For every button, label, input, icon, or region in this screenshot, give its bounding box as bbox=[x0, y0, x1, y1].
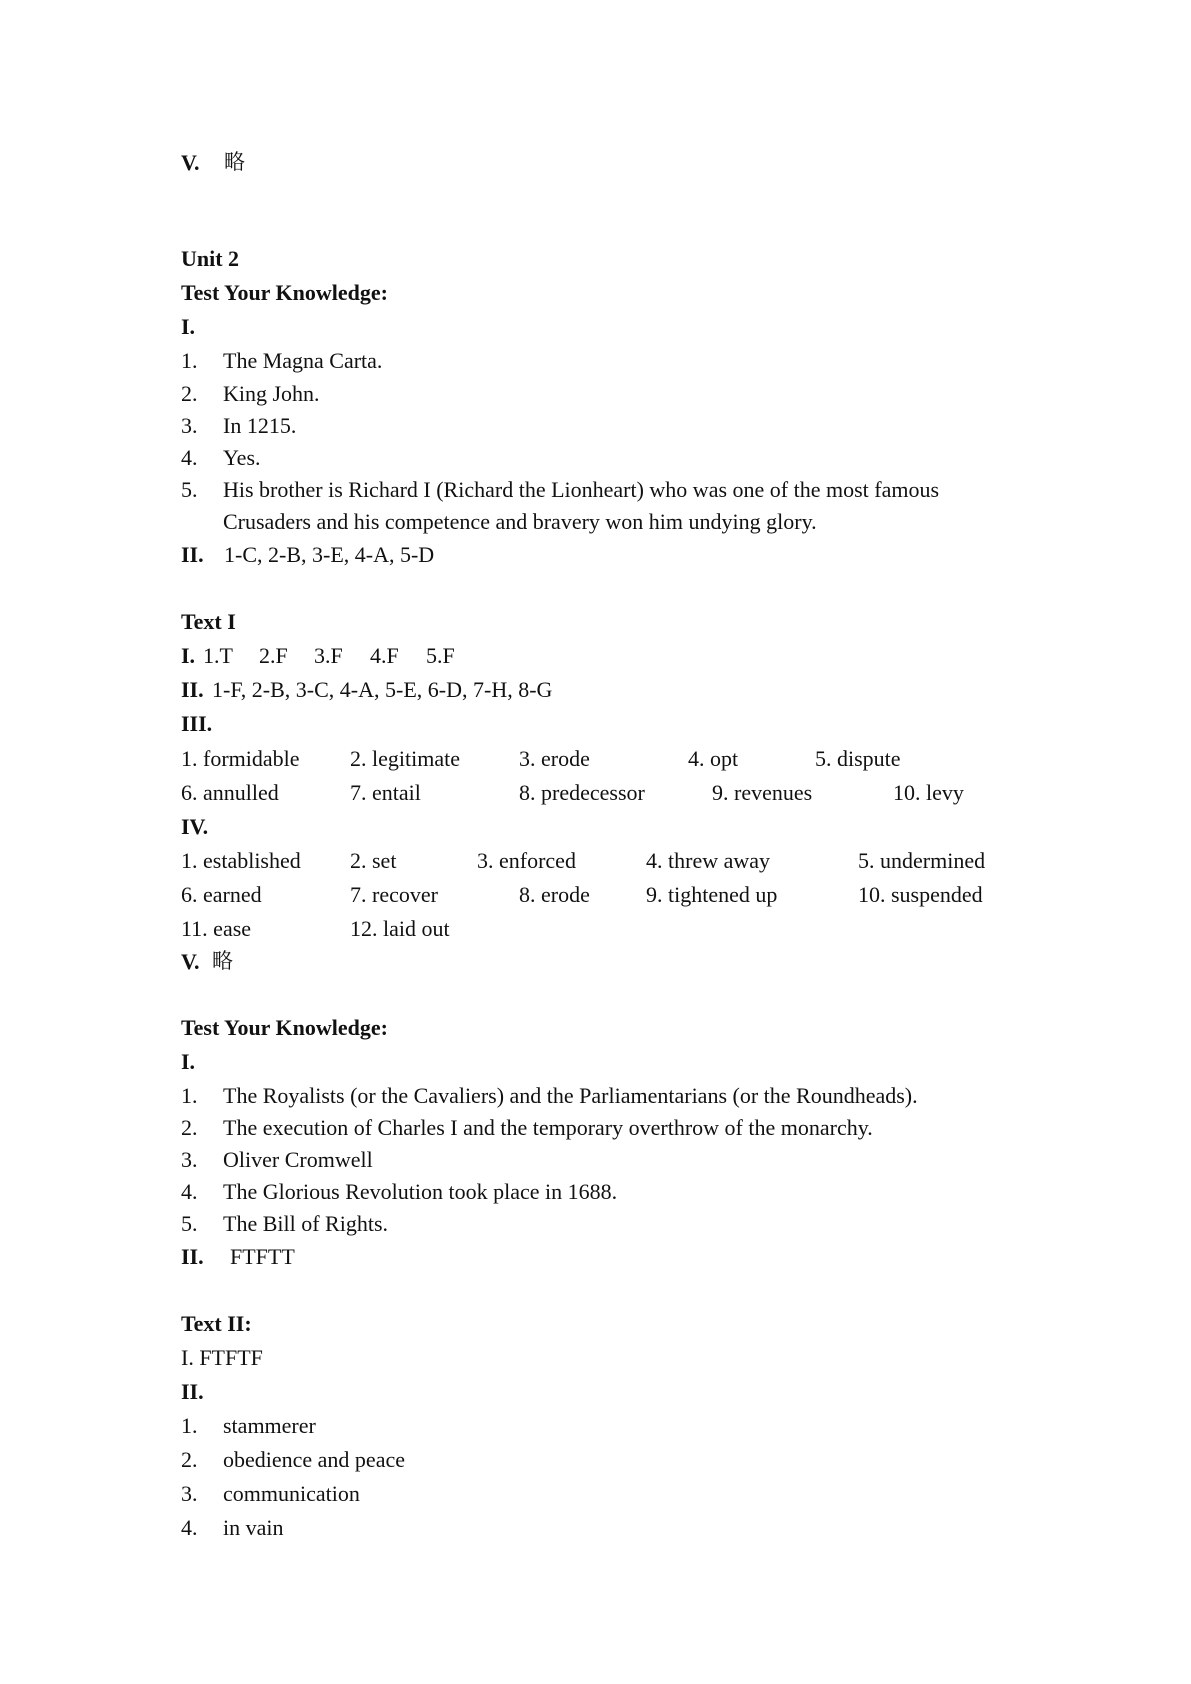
list-item-text: stammerer bbox=[223, 1413, 316, 1438]
vocab-answer: 2. set bbox=[350, 848, 397, 873]
list-item-text-continued: Crusaders and his competence and bravery won him undying glory. bbox=[223, 509, 817, 534]
list-item-number: 4. bbox=[181, 1179, 198, 1204]
list-item-text: The Royalists (or the Cavaliers) and the Parliamentarians (or the Roundheads). bbox=[223, 1083, 918, 1108]
text1-iv-label: IV. bbox=[181, 814, 209, 839]
list-item-text: King John. bbox=[223, 381, 320, 406]
text1-iii-label: III. bbox=[181, 711, 213, 736]
vocab-answer: 10. levy bbox=[893, 780, 964, 805]
text2-heading: Text II: bbox=[181, 1311, 252, 1336]
list-item-number: 3. bbox=[181, 413, 198, 438]
list-item-text: In 1215. bbox=[223, 413, 297, 438]
list-item-number: 4. bbox=[181, 1515, 198, 1540]
vocab-answer: 10. suspended bbox=[858, 882, 983, 907]
text1-ii-answers: 1-F, 2-B, 3-C, 4-A, 5-E, 6-D, 7-H, 8-G bbox=[212, 677, 553, 702]
tyk1-heading: Test Your Knowledge: bbox=[181, 280, 388, 305]
vocab-answer: 5. undermined bbox=[858, 848, 986, 873]
text2-ii-label: II. bbox=[181, 1379, 204, 1404]
vocab-answer: 2. legitimate bbox=[350, 746, 460, 771]
list-item-number: 1. bbox=[181, 348, 198, 373]
vocab-answer: 7. recover bbox=[350, 882, 438, 907]
unit-title: Unit 2 bbox=[181, 246, 240, 271]
tyk1-part2-label: II. bbox=[181, 542, 204, 567]
vocab-answer: 9. revenues bbox=[712, 780, 813, 805]
vocab-answer: 4. threw away bbox=[646, 848, 771, 873]
vocab-answer: 3. erode bbox=[519, 746, 590, 771]
vocab-answer: 6. annulled bbox=[181, 780, 279, 805]
tyk1-part2-answers: 1-C, 2-B, 3-E, 4-A, 5-D bbox=[224, 542, 435, 567]
list-item-number: 1. bbox=[181, 1413, 198, 1438]
list-item-number: 2. bbox=[181, 381, 198, 406]
list-item-text: The execution of Charles I and the temporary overthrow of the monarchy. bbox=[223, 1115, 873, 1140]
text1-ii-label: II. bbox=[181, 677, 204, 702]
tf-answer: 4.F bbox=[370, 643, 399, 668]
tyk2-heading: Test Your Knowledge: bbox=[181, 1015, 388, 1040]
list-item-text: The Magna Carta. bbox=[223, 348, 383, 373]
vocab-answer: 6. earned bbox=[181, 882, 262, 907]
vocab-answer: 12. laid out bbox=[350, 916, 450, 941]
vocab-answer: 8. predecessor bbox=[519, 780, 645, 805]
list-item-number: 5. bbox=[181, 1211, 198, 1236]
list-item-text: The Bill of Rights. bbox=[223, 1211, 388, 1236]
text1-i-label: I. bbox=[181, 643, 196, 668]
tyk2-part2-answers: FTFTT bbox=[230, 1244, 295, 1269]
list-item-text: Oliver Cromwell bbox=[223, 1147, 373, 1172]
vocab-answer: 3. enforced bbox=[477, 848, 576, 873]
vocab-answer: 7. entail bbox=[350, 780, 421, 805]
list-item-text: obedience and peace bbox=[223, 1447, 405, 1472]
vocab-answer: 8. erode bbox=[519, 882, 590, 907]
tf-answer: 1.T bbox=[203, 643, 233, 668]
tf-answer: 2.F bbox=[259, 643, 288, 668]
list-item-text: His brother is Richard I (Richard the Lionheart) who was one of the most famous bbox=[223, 477, 940, 502]
tyk2-part1-label: I. bbox=[181, 1049, 196, 1074]
v-label-text: V. bbox=[181, 150, 200, 175]
list-item-number: 2. bbox=[181, 1115, 198, 1140]
tyk1-part1-label: I. bbox=[181, 314, 196, 339]
list-item-number: 2. bbox=[181, 1447, 198, 1472]
list-item-number: 3. bbox=[181, 1481, 198, 1506]
section-v-label bbox=[181, 152, 200, 174]
list-item-text: in vain bbox=[223, 1515, 284, 1540]
list-item-number: 4. bbox=[181, 445, 198, 470]
list-item-text: The Glorious Revolution took place in 1688. bbox=[223, 1179, 618, 1204]
vocab-answer: 1. formidable bbox=[181, 746, 300, 771]
text1-v-label: V. bbox=[181, 949, 200, 974]
list-item-number: 3. bbox=[181, 1147, 198, 1172]
tf-answer: 5.F bbox=[426, 643, 455, 668]
vocab-answer: 9. tightened up bbox=[646, 882, 778, 907]
vocab-answer: 4. opt bbox=[688, 746, 739, 771]
text2-i-answers: I. FTFTF bbox=[181, 1345, 263, 1370]
tf-answer: 3.F bbox=[314, 643, 343, 668]
vocab-answer: 11. ease bbox=[181, 916, 252, 941]
list-item-text: communication bbox=[223, 1481, 360, 1506]
text1-v-text: 略 bbox=[212, 949, 233, 973]
vocab-answer: 5. dispute bbox=[815, 746, 901, 771]
list-item-text: Yes. bbox=[223, 445, 261, 470]
section-v-text: 略 bbox=[224, 150, 245, 174]
text1-heading: Text I bbox=[181, 609, 236, 634]
list-item-number: 1. bbox=[181, 1083, 198, 1108]
tyk2-part2-label: II. bbox=[181, 1244, 204, 1269]
list-item-number: 5. bbox=[181, 477, 198, 502]
vocab-answer: 1. established bbox=[181, 848, 301, 873]
